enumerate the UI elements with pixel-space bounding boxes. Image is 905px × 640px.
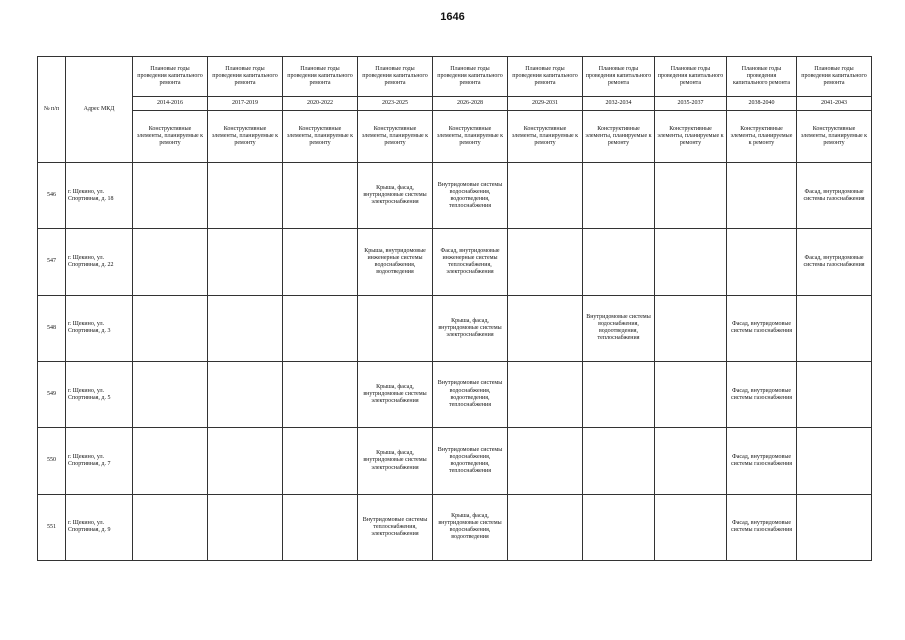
repair-elements-cell — [655, 428, 727, 494]
period-years-header: 2026-2028 — [433, 97, 508, 111]
repair-elements-cell — [727, 229, 797, 295]
repair-elements-cell — [133, 361, 208, 427]
period-years-header: 2023-2025 — [358, 97, 433, 111]
repair-elements-cell: Фасад, внутридомовые системы газоснабжения — [727, 295, 797, 361]
period-years-header: 2041-2043 — [797, 97, 872, 111]
repair-elements-cell — [358, 295, 433, 361]
period-years-header: 2020-2022 — [283, 97, 358, 111]
repair-elements-cell — [655, 229, 727, 295]
building-address: г. Щекино, ул. Спортивная, д. 5 — [66, 361, 133, 427]
repair-elements-cell — [583, 361, 655, 427]
repair-elements-cell: Внутридомовые системы водоснабжения, водоотведения, теплоснабжения — [433, 163, 508, 229]
period-title-header: Плановые годы проведения капитального ремонта — [133, 57, 208, 97]
period-years-header: 2032-2034 — [583, 97, 655, 111]
repair-elements-cell: Фасад, внутридомовые системы газоснабжения — [797, 163, 872, 229]
address-column-header: Адрес МКД — [66, 57, 133, 163]
period-title-header: Плановые годы проведения капитального ремонта — [358, 57, 433, 97]
period-years-header: 2029-2031 — [508, 97, 583, 111]
repair-elements-cell: Внутридомовые системы теплоснабжения, электроснабжения — [358, 494, 433, 560]
repair-elements-cell — [133, 428, 208, 494]
elements-subheader: Конструктивные элементы, планируемые к ремонту — [583, 111, 655, 163]
period-years-header: 2038-2040 — [727, 97, 797, 111]
repair-elements-cell: Фасад, внутридомовые системы газоснабжения — [727, 428, 797, 494]
num-column-header: № п/п — [38, 57, 66, 163]
period-title-header: Плановые годы проведения капитального ремонта — [283, 57, 358, 97]
table-row — [38, 361, 872, 427]
period-title-header: Плановые годы проведения капитального ремонта — [797, 57, 872, 97]
repair-elements-cell — [508, 428, 583, 494]
table-row — [38, 163, 872, 229]
row-number: 546 — [38, 163, 66, 229]
table-row — [38, 494, 872, 560]
repair-elements-cell — [133, 163, 208, 229]
elements-subheader: Конструктивные элементы, планируемые к ремонту — [133, 111, 208, 163]
table-row — [38, 295, 872, 361]
elements-subheader: Конструктивные элементы, планируемые к ремонту — [358, 111, 433, 163]
elements-subheader: Конструктивные элементы, планируемые к ремонту — [508, 111, 583, 163]
repair-elements-cell — [283, 361, 358, 427]
row-number: 551 — [38, 494, 66, 560]
repair-elements-cell — [508, 494, 583, 560]
period-years-header: 2035-2037 — [655, 97, 727, 111]
repair-elements-cell: Фасад, внутридомовые системы газоснабжения — [727, 361, 797, 427]
repair-elements-cell: Крыша, фасад, внутридомовые системы водоснабжения, водоотведения — [433, 494, 508, 560]
repair-elements-cell — [133, 295, 208, 361]
repair-elements-cell — [508, 361, 583, 427]
repair-elements-cell — [208, 428, 283, 494]
repair-elements-cell — [283, 295, 358, 361]
repair-elements-cell: Фасад, внутридомовые инженерные системы теплоснабжения, электроснабжения — [433, 229, 508, 295]
repair-elements-cell: Крыша, фасад, внутридомовые системы электроснабжения — [358, 428, 433, 494]
repair-elements-cell — [508, 295, 583, 361]
period-title-header: Плановые годы проведения капитального ремонта — [655, 57, 727, 97]
repair-elements-cell — [283, 229, 358, 295]
row-number: 548 — [38, 295, 66, 361]
period-title-header: Плановые годы проведения капитального ремонта — [583, 57, 655, 97]
repair-elements-cell: Крыша, фасад, внутридомовые системы электроснабжения — [358, 361, 433, 427]
repair-elements-cell — [508, 229, 583, 295]
period-years-header: 2014-2016 — [133, 97, 208, 111]
repair-elements-cell — [797, 494, 872, 560]
period-title-header: Плановые годы проведения капитального ремонта — [433, 57, 508, 97]
repair-elements-cell — [208, 163, 283, 229]
repair-elements-cell — [583, 229, 655, 295]
period-title-header: Плановые годы проведения капитального ремонта — [727, 57, 797, 97]
repair-elements-cell — [797, 428, 872, 494]
repair-elements-cell — [208, 229, 283, 295]
repair-elements-cell: Крыша, фасад, внутридомовые системы электроснабжения — [358, 163, 433, 229]
repair-elements-cell — [208, 361, 283, 427]
repair-elements-cell — [583, 494, 655, 560]
repair-elements-cell: Крыша, фасад, внутридомовые системы электроснабжения — [433, 295, 508, 361]
period-title-header: Плановые годы проведения капитального ремонта — [208, 57, 283, 97]
repair-elements-cell — [283, 428, 358, 494]
repair-elements-cell: Фасад, внутридомовые системы газоснабжения — [797, 229, 872, 295]
repair-elements-cell — [655, 361, 727, 427]
elements-subheader: Конструктивные элементы, планируемые к ремонту — [797, 111, 872, 163]
repair-elements-cell: Внутридомовые системы водоснабжения, водоотведения, теплоснабжения — [433, 361, 508, 427]
repair-elements-cell — [583, 428, 655, 494]
repair-elements-cell — [283, 494, 358, 560]
period-title-header: Плановые годы проведения капитального ремонта — [508, 57, 583, 97]
repair-elements-cell — [283, 163, 358, 229]
repair-elements-cell: Крыша, внутридомовые инженерные системы водоснабжения, водоотведения — [358, 229, 433, 295]
repair-elements-cell: Внутридомовые системы водоснабжения, водоотведения, теплоснабжения — [583, 295, 655, 361]
repair-elements-cell — [655, 163, 727, 229]
building-address: г. Щекино, ул. Спортивная, д. 22 — [66, 229, 133, 295]
repair-elements-cell — [508, 163, 583, 229]
row-number: 550 — [38, 428, 66, 494]
repair-elements-cell — [133, 229, 208, 295]
elements-subheader: Конструктивные элементы, планируемые к ремонту — [283, 111, 358, 163]
table-body — [38, 163, 872, 561]
elements-subheader: Конструктивные элементы, планируемые к ремонту — [433, 111, 508, 163]
table-row — [38, 229, 872, 295]
building-address: г. Щекино, ул. Спортивная, д. 9 — [66, 494, 133, 560]
elements-subheader: Конструктивные элементы, планируемые к ремонту — [655, 111, 727, 163]
repair-elements-cell — [133, 494, 208, 560]
repair-elements-cell — [797, 361, 872, 427]
period-years-header: 2017-2019 — [208, 97, 283, 111]
repair-elements-cell — [727, 163, 797, 229]
page-number: 1646 — [440, 11, 465, 23]
elements-subheader: Конструктивные элементы, планируемые к ремонту — [727, 111, 797, 163]
repair-elements-cell: Фасад, внутридомовые системы газоснабжения — [727, 494, 797, 560]
repair-elements-cell — [797, 295, 872, 361]
building-address: г. Щекино, ул. Спортивная, д. 7 — [66, 428, 133, 494]
repair-elements-cell — [655, 494, 727, 560]
repair-elements-cell — [655, 295, 727, 361]
table-header — [38, 57, 872, 163]
repair-elements-cell — [208, 295, 283, 361]
row-number: 547 — [38, 229, 66, 295]
repair-elements-cell — [583, 163, 655, 229]
capital-repair-table — [37, 56, 872, 561]
building-address: г. Щекино, ул. Спортивная, д. 3 — [66, 295, 133, 361]
repair-elements-cell: Внутридомовые системы водоснабжения, водоотведения, теплоснабжения — [433, 428, 508, 494]
repair-elements-cell — [208, 494, 283, 560]
row-number: 549 — [38, 361, 66, 427]
table-row — [38, 428, 872, 494]
building-address: г. Щекино, ул. Спортивная, д. 18 — [66, 163, 133, 229]
elements-subheader: Конструктивные элементы, планируемые к ремонту — [208, 111, 283, 163]
